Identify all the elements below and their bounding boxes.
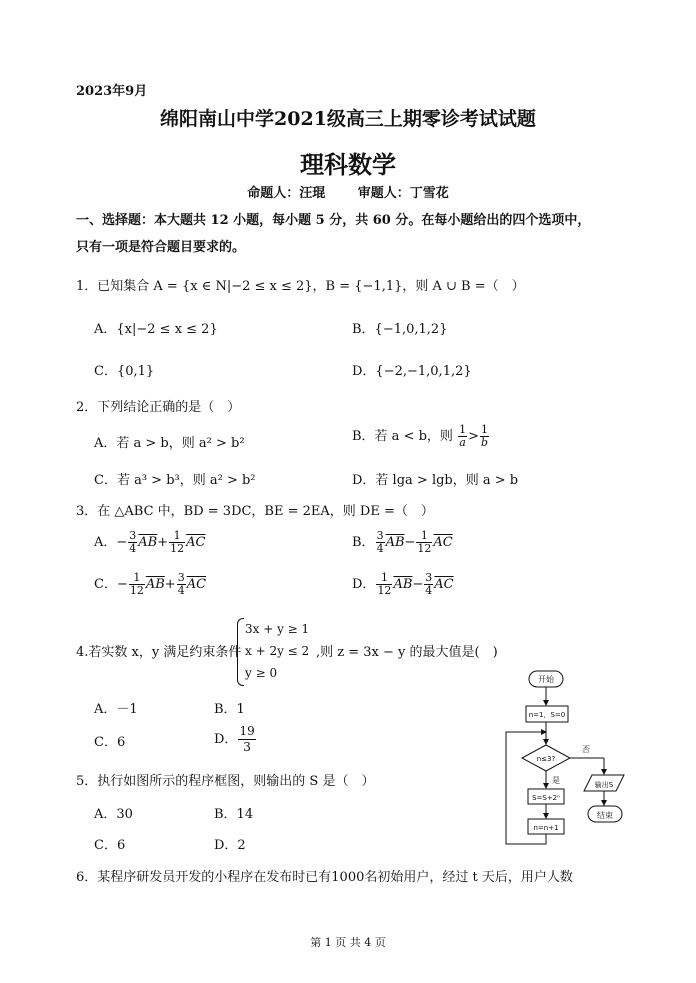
q5-option-a: A．30 [94,807,133,822]
vector: $\overline{AB}$ [393,577,413,592]
vector: $\overline{AC}$ [186,535,206,550]
frac [416,530,432,555]
frac [238,724,255,755]
vector: $\overline{AC}$ [433,535,453,550]
q3-option-b [352,530,453,555]
frac-den: 4 [177,584,185,597]
constraint-2: x + 2y ≤ 2 [245,644,310,658]
option-prefix: A．− [94,535,128,550]
q1-option-d: D．{−2,−1,0,1,2} [352,364,472,379]
op: + [164,577,176,592]
frac-num: 1 [129,572,145,585]
vector: $\overline{AC}$ [434,577,454,592]
option-prefix: C．− [94,577,128,592]
flow-update-n-label: n=n+1 [533,824,559,832]
frac [128,530,137,555]
q5-stem: 5．执行如图所示的程序框图，则输出的 S 是（ ） [76,774,375,789]
frac-den: 12 [170,542,185,555]
q2-option-d: D．若 lga > lgb，则 a > b [352,473,519,488]
q6-stem: 6．某程序研发员开发的小程序在发布时已有1000名初始用户，经过 t 天后，用户人数 [76,870,573,885]
reviewer: 审题人：丁雪花 [357,186,449,201]
vector: $\overline{AC}$ [186,577,207,592]
q2-option-b [352,424,490,449]
exam-subject: 理科数学 [300,150,396,179]
vector: $\overline{AB}$ [385,535,405,550]
q1-stem: 1．已知集合 A = {x ∈ N|−2 ≤ x ≤ 2}，B = {−1,1}，则 A ∪ B =（ ） [76,279,525,294]
q2-compare-op: > [468,429,479,444]
op: + [157,535,169,550]
option-prefix: D． [214,732,238,747]
q3-option-d [352,572,454,597]
flow-end-label: 结束 [597,811,613,820]
frac [424,572,433,597]
flow-output-label: 输出S [594,781,614,789]
flow-init-label: n=1，S=0 [528,711,566,719]
q4-constraint-system [245,618,309,684]
author: 命题人：汪琨 [247,186,326,201]
q3-option-a [94,530,205,555]
frac [177,572,186,597]
frac [376,572,392,597]
option-prefix: D． [352,577,376,592]
exam-date: 2023年9月 [76,84,148,99]
exam-title: 绵阳南山中学2021级高三上期零诊考试试题 [160,108,536,130]
frac-den: 12 [417,542,432,555]
frac-den: 3 [243,740,251,754]
page-number: 第 1 页 共 4 页 [310,936,386,949]
q3-option-c [94,572,206,597]
frac-num: 1 [376,572,392,585]
frac-num: 19 [239,724,255,738]
option-prefix: B． [352,535,375,550]
q2-stem: 2．下列结论正确的是（ ） [76,400,241,415]
flow-yes-label: 是 [552,776,560,785]
q3-stem: 3．在 △ABC 中，BD = 3DC，BE = 2EA，则 DE =（ ） [76,504,434,519]
frac-num: 3 [177,571,185,584]
frac-num: 1 [459,423,467,436]
frac-num: 1 [480,423,488,436]
q2-option-a: A．若 a > b，则 a² > b² [94,436,245,451]
q5-option-d: D．2 [214,838,246,853]
frac-den: a [459,436,466,449]
authors-line [0,182,696,201]
frac-den: 12 [129,584,144,597]
frac-den: 4 [376,542,384,555]
frac-num: 1 [416,530,432,543]
frac-num: 3 [129,529,137,542]
frac-den: b [480,436,489,449]
q4-option-d [214,724,257,755]
instruction-line-1: 一、选择题：本大题共 12 小题，每小题 5 分，共 60 分。在每小题给出的四个选项中， [76,213,591,228]
frac-num: 3 [425,571,433,584]
q2-option-b-prefix: B．若 a < b，则 [352,429,453,444]
q2-option-c: C．若 a³ > b³，则 a² > b² [94,473,256,488]
frac [376,530,385,555]
section-instruction [76,207,676,261]
q4-stem-before: 4.若实数 x，y 满足约束条件 [76,645,242,660]
frac-den: 4 [129,542,137,555]
q4-stem-after: ,则 z = 3x − y 的最大值是( ) [316,645,498,660]
q5-option-b: B．14 [214,807,254,822]
frac-num: 1 [169,530,185,543]
flow-start-label: 开始 [538,675,554,684]
vector: $\overline{AB}$ [145,577,165,592]
brace [237,618,244,686]
op: − [404,535,416,550]
flow-cond-label: n≤3? [536,755,556,763]
q4-option-a: A．－1 [94,702,138,717]
frac-num: 3 [376,529,384,542]
constraint-3: y ≥ 0 [245,666,278,680]
frac [169,530,185,555]
frac-den: 4 [425,584,433,597]
op: − [412,577,424,592]
vector: $\overline{AB}$ [138,535,158,550]
instruction-line-2: 只有一项是符合题目要求的。 [76,240,246,255]
q2-fraction-2 [480,424,489,449]
constraint-1: 3x + y ≥ 1 [245,622,310,636]
q4-option-c: C．6 [94,735,126,750]
flow-update-s-label: S=S+2ⁿ [532,794,560,802]
flow-no-label: 否 [582,745,590,754]
q4-option-b: B．1 [214,702,245,717]
q5-option-c: C．6 [94,838,126,853]
q1-option-a: A．{x|−2 ≤ x ≤ 2} [94,322,218,337]
q2-fraction-1 [458,424,467,449]
frac [129,572,145,597]
q1-option-b: B．{−1,0,1,2} [352,322,448,337]
frac-den: 12 [377,584,392,597]
q1-option-c: C．{0,1} [94,364,155,379]
flowchart [500,668,640,850]
